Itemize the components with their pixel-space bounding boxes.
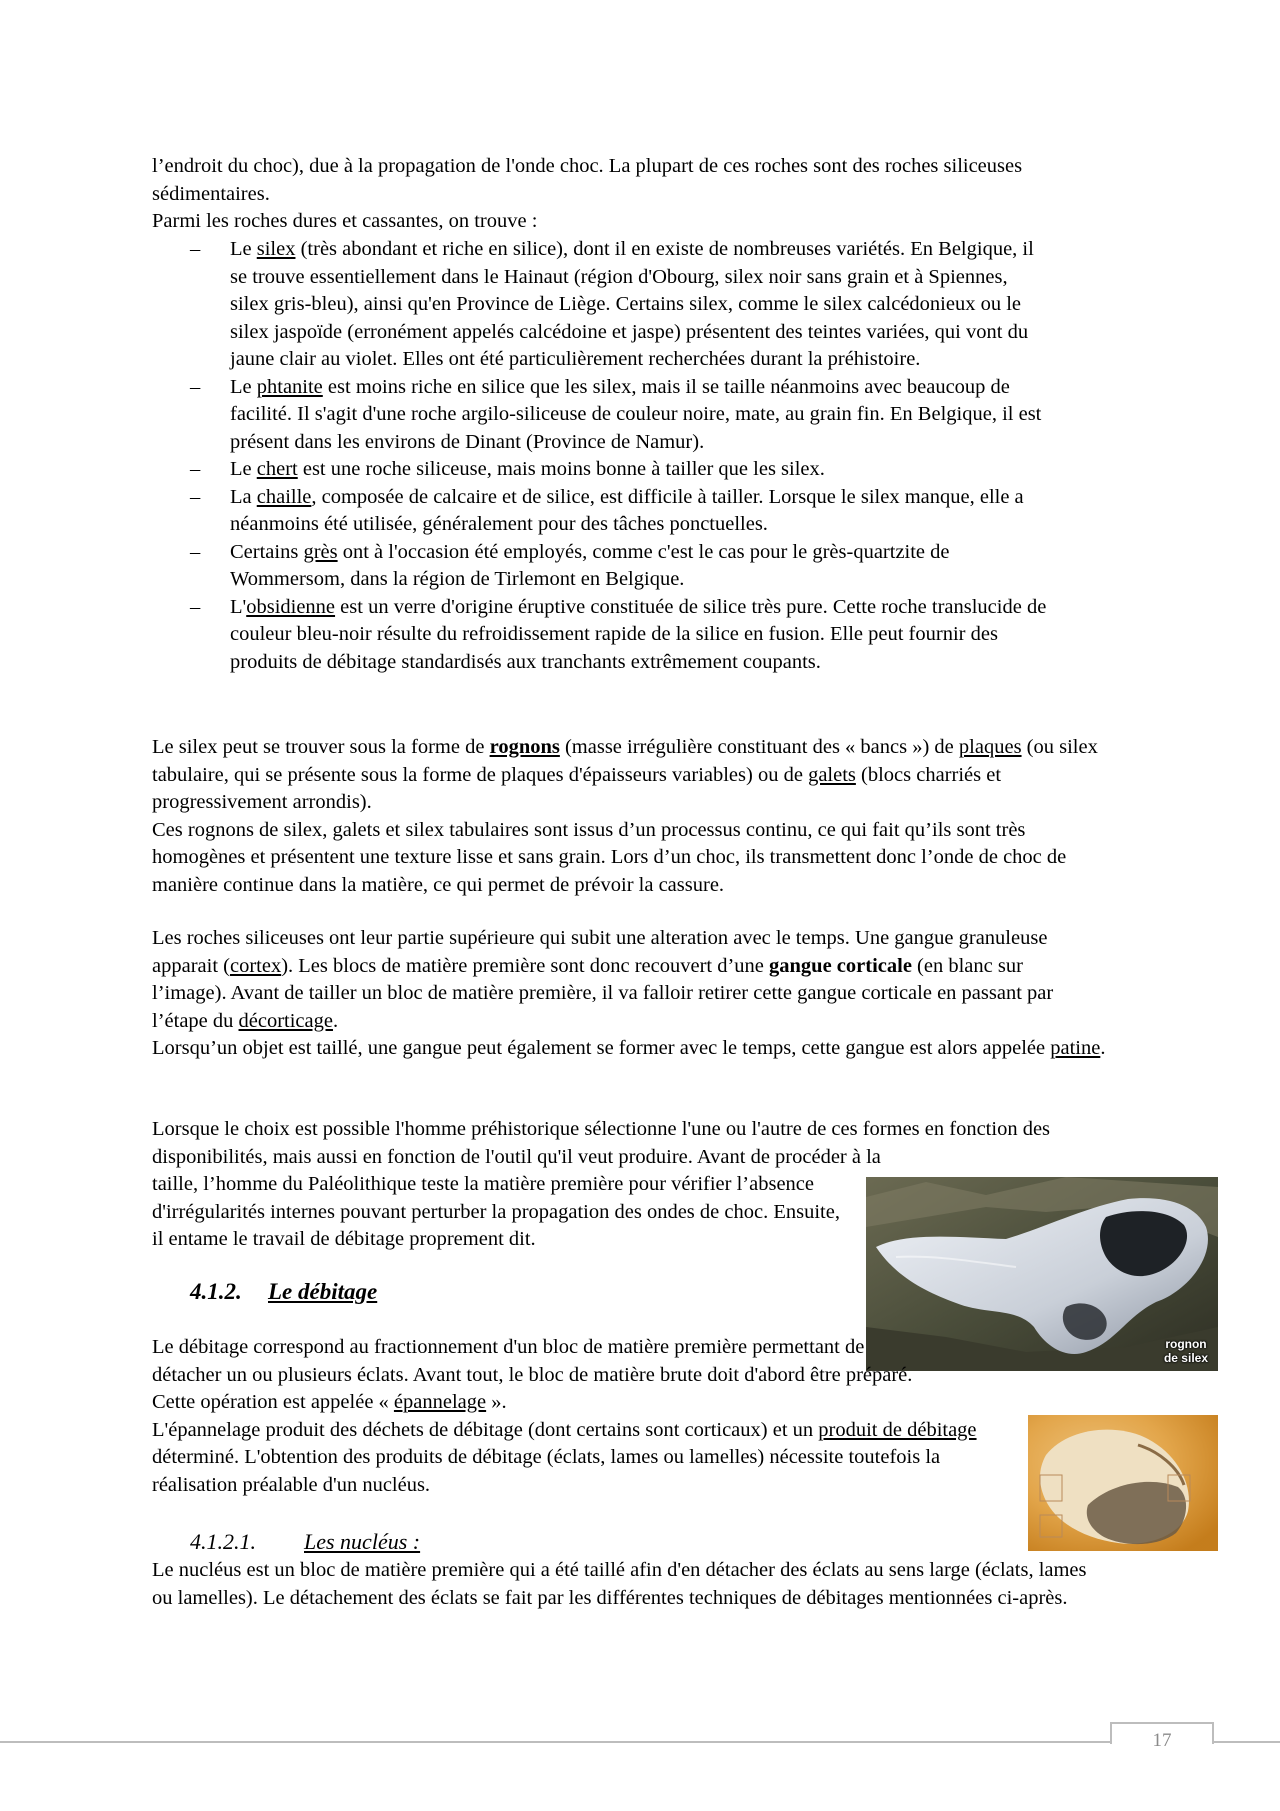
debitage-paragraph bbox=[152, 1334, 977, 1499]
intro-text: l’endroit du choc), due à la propagation de l'onde choc. La plupart de ces roches sont des roches siliceuses sédimentaires. bbox=[152, 155, 1023, 205]
silex-homogeneity-text: Ces rognons de silex, galets et silex tabulaires sont issus d’un processus continu, ce qui fait qu’ils sont très homogènes et présentent une texture lisse et sans grain. Lors d’un choc, ils transmettent donc l’onde de choc de manière continue dans la matière, ce qui permet de prévoir la cassure. bbox=[152, 818, 1067, 896]
list-item: – Le phtanite est moins riche en silice que les silex, mais il se taille néanmoins avec beaucoup de facilité. Il s'agit d'une roche argilo-siliceuse de couleur noire, mate, au grain fin. En Belgique, il est présent dans les environs de Dinant (Province de Namur). bbox=[190, 375, 1042, 453]
list-item: – Le silex (très abondant et riche en silice), dont il en existe de nombreuses variétés. En Belgique, il se trouve essentiellement dans le Hainaut (région d'Obourg, silex noir sans grain et à Spiennes, silex gris-bleu), ainsi qu'en Province de Liège. Certains silex, comme le silex calcédonieux ou le silex jaspoïde (erronément appelés calcédoine et jaspe) présentent des teintes variées, qui vont du jaune clair au violet. Elles ont été particulièrement recherchées durant la préhistoire. bbox=[190, 238, 1034, 370]
dash-bullet: – bbox=[190, 540, 201, 563]
dash-bullet: – bbox=[190, 238, 201, 260]
term-patine: patine bbox=[1050, 1037, 1101, 1059]
epannelage-text: L'épannelage produit des déchets de débitage (dont certains sont corticaux) et un produit de débitage déterminé. L'obtention des produits de débitage (éclats, lames ou lamelles) nécessite toutefois la réalisation préalable d'un nucléus. bbox=[152, 1418, 977, 1496]
term-cortex: cortex bbox=[229, 954, 282, 977]
intro-list-lead: Parmi les roches dures et cassantes, on trouve : bbox=[152, 210, 538, 232]
term-produit-de-debitage: produit de débitage bbox=[818, 1418, 977, 1441]
patine-text: Lorsqu’un objet est taillé, une gangue peut également se former avec le temps, cette gangue est alors appelée patine. bbox=[152, 1037, 1106, 1059]
term-plaques: plaques bbox=[958, 736, 1022, 758]
eclat-silex-image bbox=[1028, 1415, 1218, 1551]
list-item: – La chaille, composée de calcaire et de silice, est difficile à tailler. Lorsque le silex manque, elle a néanmoins été utilisée, généralement pour des tâches ponctuelles. bbox=[190, 485, 1024, 535]
intro-paragraph bbox=[152, 153, 1122, 236]
dash-bullet: – bbox=[190, 458, 201, 480]
rock-term: grès bbox=[303, 540, 338, 563]
section-number: 4.1.2. bbox=[190, 1279, 242, 1304]
list-item: – Le chert est une roche siliceuse, mais moins bonne à tailler que les silex. bbox=[152, 456, 1090, 484]
section-heading-nucleus bbox=[190, 1528, 590, 1556]
section-title: Les nucléus : bbox=[304, 1529, 421, 1554]
section-number: 4.1.2.1. bbox=[190, 1529, 256, 1554]
dash-bullet: – bbox=[190, 595, 201, 618]
choice-text-wrapped: taille, l’homme du Paléolithique teste la matière première pour vérifier l’absence d'irrégularités internes pouvant perturber la propagation des ondes de choc. Ensuite, il entame le travail de débitage proprement dit. bbox=[152, 1173, 840, 1250]
list-item: – L'obsidienne est un verre d'origine éruptive constituée de silice très pure. Cette roche translucide de couleur bleu-noir résulte du refroidissement rapide de la silice en fusion. Elle peut fournir des produits de débitage standardisés aux tranchants extrêmement coupants. bbox=[190, 595, 1047, 673]
rock-term: phtanite bbox=[256, 375, 323, 398]
cortex-text: Les roches siliceuses ont leur partie supérieure qui subit une alteration avec le temps. Une gangue granuleuse apparait (cortex). Les blocs de matière première sont donc recouvert d’une gangue corticale (en blanc sur l’image). Avant de tailler un bloc de matière première, il va falloir retirer cette gangue corticale en passant par l’étape du décorticage. bbox=[152, 927, 1054, 1032]
choice-text-full-width: Lorsque le choix est possible l'homme préhistorique sélectionne l'une ou l'autre de ces formes en fonction des disponibilités, mais aussi en fonction de l'outil qu'il veut produire. Avant de procéder à la bbox=[152, 1118, 1051, 1168]
nucleus-text: Le nucléus est un bloc de matière première qui a été taillé afin d'en détacher des éclats au sens large (éclats, lames ou lamelles). Le détachement des éclats se fait par les différentes techniques de débitages mentionnées ci-après. bbox=[152, 1559, 1087, 1609]
debitage-text: Le débitage correspond au fractionnement d'un bloc de matière première permettant de détacher un ou plusieurs éclats. Avant tout, le bloc de matière brute doit d'abord être préparé. Cette opération est appelée « épannelage ». bbox=[152, 1336, 913, 1413]
photo-caption: rognon de silex bbox=[1163, 1337, 1208, 1365]
page-number: 17 bbox=[1110, 1722, 1214, 1744]
term-decorticage: décorticage bbox=[238, 1009, 333, 1032]
silex-forms-paragraph bbox=[152, 734, 1122, 899]
term-epannelage: épannelage bbox=[393, 1391, 487, 1413]
dash-bullet: – bbox=[190, 485, 201, 508]
rock-term: silex bbox=[256, 238, 296, 260]
rock-term: chert bbox=[256, 458, 298, 480]
footer-rule bbox=[0, 1741, 1280, 1743]
term-galets: galets bbox=[808, 763, 856, 786]
cortex-paragraph bbox=[152, 925, 1122, 1063]
section-title: Le débitage bbox=[268, 1279, 378, 1304]
section-heading-debitage bbox=[190, 1278, 590, 1306]
list-item: – Certains grès ont à l'occasion été employés, comme c'est le cas pour le grès-quartzite de Wommersom, dans la région de Tirlemont en Belgique. bbox=[190, 540, 950, 590]
rock-term: chaille bbox=[256, 485, 312, 508]
term-rognons: rognons bbox=[489, 736, 560, 758]
eclat-silex-photo bbox=[1028, 1415, 1218, 1551]
dash-bullet: – bbox=[190, 375, 201, 398]
term-gangue-corticale: gangue corticale bbox=[769, 954, 912, 977]
rock-list bbox=[152, 236, 1112, 676]
rock-term: obsidienne bbox=[246, 595, 336, 618]
silex-forms-text: Le silex peut se trouver sous la forme de rognons (masse irrégulière constituant des « bancs ») de plaques (ou silex tabulaire, qui se présente sous la forme de plaques d'épaisseurs variables) ou de galets (blocs charriés et progressivement arrondis). bbox=[152, 736, 1098, 813]
nucleus-paragraph bbox=[152, 1557, 1102, 1612]
